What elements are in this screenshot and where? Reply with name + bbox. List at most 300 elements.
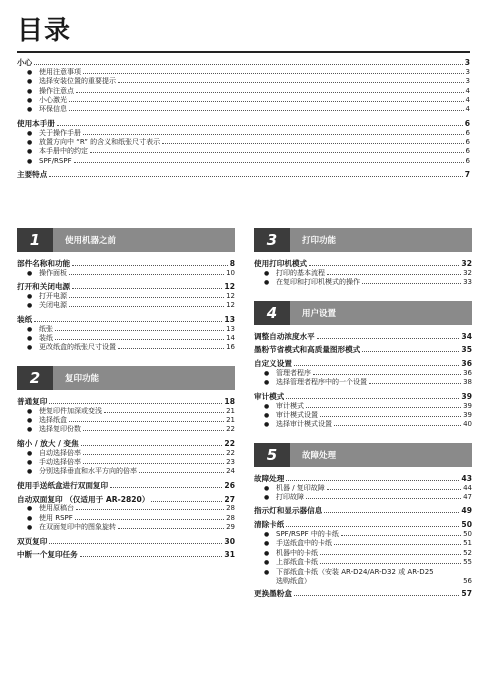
entry-title: 放置方向中 “R” 的含义和纸张尺寸表示	[39, 138, 161, 147]
entry-title: 管理者程序	[276, 369, 311, 377]
dot-leader	[362, 283, 461, 284]
page-number: 21	[226, 416, 235, 425]
entry-title: 使用 RSPF	[39, 513, 73, 522]
bullet-icon: ●	[27, 459, 33, 467]
dot-leader	[110, 487, 222, 488]
toc-entry[interactable]	[17, 397, 235, 407]
chapter-heading	[17, 228, 235, 252]
entry-title: 上部纸盒卡纸	[276, 558, 318, 567]
bullet-icon: ●	[27, 449, 33, 457]
bullet-icon: ●	[27, 524, 33, 532]
entry-title: 纸张	[39, 324, 53, 333]
toc-subentry-continuation	[254, 577, 472, 585]
page-number: 39	[461, 391, 472, 401]
dot-leader	[306, 407, 461, 408]
toc-subentry[interactable]	[254, 269, 472, 278]
toc-subentry[interactable]	[17, 416, 235, 425]
entry-title: 小心激光	[39, 96, 67, 105]
dot-leader	[49, 543, 222, 544]
toc-entry[interactable]	[254, 589, 472, 599]
page-number: 12	[226, 301, 235, 310]
toc-subentry[interactable]	[17, 292, 235, 301]
entry-title: 中断一个复印任务	[17, 550, 78, 560]
bullet-icon: ●	[264, 549, 270, 557]
toc-subentry[interactable]	[254, 558, 472, 567]
dot-leader	[286, 480, 459, 481]
dot-leader	[362, 351, 459, 352]
bullet-icon: ●	[27, 505, 33, 513]
entry-title: 本手册中的约定	[39, 147, 88, 156]
entry-title: 在双面复印中的图象旋转	[39, 523, 116, 532]
toc-left-column	[17, 228, 235, 573]
page-number: 35	[461, 345, 472, 355]
page-number: 16	[226, 343, 235, 352]
toc-subentry[interactable]	[17, 523, 235, 532]
bullet-icon: ●	[27, 87, 33, 95]
toc-entry[interactable]	[17, 259, 235, 269]
toc-subentry[interactable]	[254, 539, 472, 548]
dot-leader	[69, 110, 464, 111]
bullet-icon: ●	[27, 302, 33, 310]
toc-entry[interactable]	[17, 537, 235, 547]
bullet-icon: ●	[264, 402, 270, 410]
chapter-heading	[254, 228, 472, 252]
page-number: 44	[463, 483, 472, 492]
entry-title: 装纸	[39, 334, 53, 343]
page-number: 22	[226, 425, 235, 434]
toc-subentry[interactable]	[17, 105, 470, 114]
bullet-icon: ●	[27, 293, 33, 300]
chapter-number: 2	[17, 366, 53, 390]
toc-subentry[interactable]	[17, 467, 235, 476]
dot-leader	[309, 265, 459, 266]
toc-subentry[interactable]	[254, 378, 472, 387]
toc-subentry[interactable]	[254, 369, 472, 378]
toc-subentry[interactable]	[17, 425, 235, 434]
entry-title: 故障处理	[254, 473, 285, 483]
toc-subentry[interactable]	[17, 449, 235, 458]
spacer	[254, 434, 472, 443]
entry-title: 手动选择倍率	[39, 458, 81, 467]
toc-entry[interactable]	[254, 332, 472, 342]
entry-title: 机器中的卡纸	[276, 548, 318, 557]
entry-title: 选择管理者程序中的一个设置	[276, 378, 367, 387]
entry-title: 更换墨粉盒	[254, 589, 292, 599]
toc-front-matter	[17, 58, 470, 184]
page-number: 4	[465, 86, 470, 95]
toc-subentry[interactable]	[17, 334, 235, 343]
bullet-icon: ●	[27, 426, 33, 434]
entry-title: 自动选择倍率	[39, 448, 81, 457]
page-number: 32	[461, 259, 472, 268]
dot-leader	[294, 595, 459, 596]
page-number: 34	[461, 331, 472, 341]
toc-entry[interactable]	[254, 345, 472, 355]
entry-title: 审计模式	[254, 391, 285, 401]
toc-subentry[interactable]	[17, 147, 470, 156]
toc-subentry[interactable]	[17, 514, 235, 523]
toc-subentry[interactable]	[254, 530, 472, 539]
page-number: 57	[461, 589, 472, 599]
dot-leader	[75, 519, 224, 520]
bullet-icon: ●	[27, 106, 33, 114]
toc-entry[interactable]	[17, 119, 470, 129]
page-number: 3	[464, 58, 470, 67]
entry-title: 部件名称和功能	[17, 259, 71, 268]
dot-leader	[327, 274, 461, 275]
page-number: 52	[463, 548, 472, 557]
chapter-heading	[17, 366, 235, 390]
toc-entry[interactable]	[17, 170, 470, 180]
bullet-icon: ●	[27, 335, 33, 343]
entry-title: SPF/RSPF 中的卡纸	[276, 530, 339, 539]
page-number: 50	[463, 530, 472, 539]
page-number: 33	[463, 278, 472, 287]
toc-subentry[interactable]	[254, 568, 472, 577]
entry-title: 使用注意事项	[39, 67, 81, 76]
entry-title: 墨粉节省模式和高质量图形模式	[254, 345, 361, 355]
spacer	[254, 292, 472, 301]
entry-title: 选择复印份数	[39, 425, 81, 434]
toc-subentry[interactable]	[17, 458, 235, 467]
entry-title: 小心	[17, 58, 33, 67]
toc-entry[interactable]	[17, 550, 235, 560]
entry-title: 缩小 / 放大 / 变焦	[17, 438, 79, 448]
entry-title: 使用手送纸盒进行双面复印	[17, 480, 109, 490]
dot-leader	[139, 472, 224, 473]
bullet-icon: ●	[27, 97, 33, 105]
page-number: 47	[463, 493, 472, 502]
toc-subentry[interactable]	[17, 96, 470, 105]
dot-leader	[80, 556, 223, 557]
toc-subentry[interactable]	[17, 301, 235, 310]
dot-leader	[76, 92, 464, 93]
page-number: 12	[224, 282, 235, 292]
page-number: 36	[461, 359, 472, 369]
entry-title: 双页复印	[17, 536, 48, 546]
page-number: 51	[463, 539, 472, 548]
dot-leader	[104, 412, 224, 413]
entry-title: 机器 / 复印故障	[276, 483, 325, 492]
page-number: 32	[463, 268, 472, 277]
bullet-icon: ●	[264, 379, 270, 387]
page-number: 29	[226, 523, 235, 532]
bullet-icon: ●	[27, 129, 33, 137]
page-number: 27	[224, 494, 235, 504]
chapter-title: 复印功能	[65, 373, 100, 384]
page-number: 3	[465, 77, 470, 86]
entry-title: 选择纸盒	[39, 416, 67, 425]
dot-leader	[83, 454, 224, 455]
toc-subentry[interactable]	[17, 129, 470, 138]
dot-leader	[313, 374, 461, 375]
dot-leader	[334, 425, 461, 426]
dot-leader	[69, 297, 224, 298]
page-number: 39	[463, 401, 472, 410]
page-number: 43	[461, 473, 472, 483]
page-number: 22	[226, 448, 235, 457]
bullet-icon: ●	[264, 568, 270, 576]
toc-subentry[interactable]	[17, 68, 470, 77]
page-number: 12	[226, 292, 235, 300]
dot-leader	[76, 509, 224, 510]
dot-leader	[83, 430, 224, 431]
dot-leader	[294, 365, 459, 366]
dot-leader	[118, 528, 224, 529]
bullet-icon: ●	[27, 139, 33, 147]
page-number: 40	[463, 420, 472, 429]
page-number: 49	[461, 506, 472, 516]
bullet-icon: ●	[27, 468, 33, 476]
dot-leader	[55, 339, 224, 340]
chapter-number: 1	[17, 228, 53, 252]
bullet-icon: ●	[27, 514, 33, 522]
page-number: 3	[465, 67, 470, 76]
page-number: 36	[463, 369, 472, 377]
chapter-number: 5	[254, 443, 290, 467]
dot-leader	[306, 498, 461, 499]
toc-entry[interactable]	[254, 474, 472, 484]
toc-entry[interactable]	[17, 439, 235, 449]
toc-subentry[interactable]	[254, 484, 472, 493]
bullet-icon: ●	[27, 78, 33, 86]
page-number: 28	[226, 513, 235, 522]
page-number: 18	[224, 396, 235, 406]
dot-leader	[72, 265, 228, 266]
toc-subentry[interactable]	[17, 138, 470, 147]
entry-title: 打印的基本流程	[276, 268, 325, 277]
page-number: 7	[464, 170, 470, 180]
bullet-icon: ●	[264, 370, 270, 377]
dot-leader	[74, 162, 464, 163]
toc-entry[interactable]	[17, 282, 235, 292]
dot-leader	[69, 421, 224, 422]
bullet-icon: ●	[27, 68, 33, 76]
toc-subentry[interactable]	[17, 343, 235, 352]
dot-leader	[162, 143, 463, 144]
bullet-icon: ●	[264, 494, 270, 502]
page-number: 6	[465, 156, 470, 165]
toc-subentry[interactable]	[17, 504, 235, 513]
toc-subentry[interactable]	[17, 157, 470, 166]
dot-leader	[81, 445, 223, 446]
title-divider	[17, 51, 470, 53]
bullet-icon: ●	[264, 559, 270, 567]
entry-title: 选择审计模式设置	[276, 420, 332, 429]
dot-leader	[118, 82, 464, 83]
toc-subentry[interactable]	[254, 278, 472, 287]
page-number: 6	[465, 147, 470, 156]
entry-title: 审计模式设置	[276, 411, 318, 420]
page-number: 13	[226, 324, 235, 333]
dot-leader	[49, 403, 222, 404]
page-number: 6	[464, 118, 470, 128]
page-number: 21	[226, 406, 235, 415]
toc-entry[interactable]	[17, 481, 235, 491]
page-number: 31	[224, 550, 235, 560]
page-number: 6	[465, 128, 470, 137]
page-number: 23	[226, 458, 235, 467]
page-number: 13	[224, 314, 235, 324]
dot-leader	[55, 330, 224, 331]
dot-leader	[320, 416, 461, 417]
dot-leader	[57, 125, 463, 126]
page-number: 39	[463, 411, 472, 420]
bullet-icon: ●	[264, 531, 270, 539]
page-number: 26	[224, 480, 235, 490]
entry-title: 使用原稿台	[39, 504, 74, 513]
page-number: 8	[229, 259, 235, 268]
page-number: 14	[226, 334, 235, 343]
entry-title: 自动双面复印 （仅适用于 AR-2820）	[17, 494, 150, 504]
dot-leader	[72, 288, 222, 289]
entry-title: SPF/RSPF	[39, 156, 72, 165]
dot-leader	[341, 535, 461, 536]
bullet-icon: ●	[264, 484, 270, 492]
entry-title: 打开和关闭电源	[17, 282, 71, 292]
dot-leader	[90, 152, 464, 153]
entry-title: 自定义设置	[254, 359, 292, 369]
toc-subentry[interactable]	[17, 407, 235, 416]
toc-subentry[interactable]	[17, 87, 470, 96]
dot-leader	[69, 274, 224, 275]
dot-leader	[34, 321, 222, 322]
entry-title: 选择安装位置的重要提示	[39, 77, 116, 86]
spacer	[17, 357, 235, 366]
spacer	[17, 564, 235, 573]
entry-title: 分别选择垂直和水平方向的倍率	[39, 467, 137, 476]
chapter-title: 打印功能	[302, 236, 337, 246]
bullet-icon: ●	[264, 412, 270, 420]
dot-leader	[49, 176, 462, 177]
dot-leader	[34, 64, 463, 65]
chapter-number: 4	[254, 301, 290, 325]
chapter-title: 使用机器之前	[65, 236, 117, 246]
entry-title: 操作注意点	[39, 86, 74, 95]
entry-title: 操作面板	[39, 268, 67, 277]
page-number: 28	[226, 504, 235, 513]
dot-leader	[334, 544, 461, 545]
entry-title: 清除卡纸	[254, 520, 285, 530]
bullet-icon: ●	[264, 269, 270, 277]
page-number: 24	[226, 467, 235, 476]
bullet-icon: ●	[264, 279, 270, 287]
dot-leader	[69, 306, 224, 307]
dot-leader	[320, 554, 461, 555]
bullet-icon: ●	[27, 417, 33, 425]
chapter-title: 用户设置	[302, 308, 337, 319]
toc-entry[interactable]	[254, 259, 472, 269]
dot-leader	[320, 563, 461, 564]
toc-entry[interactable]	[17, 58, 470, 68]
dot-leader	[83, 134, 464, 135]
dot-leader	[324, 512, 459, 513]
entry-title: 使用本手册	[17, 118, 55, 128]
entry-title: 装纸	[17, 314, 33, 324]
entry-title: 在复印和打印机模式的操作	[276, 278, 360, 287]
dot-leader	[327, 489, 461, 490]
entry-title: 下部纸盒卡纸（安装 AR-D24/AR-D32 或 AR-D25	[276, 567, 434, 576]
dot-leader	[151, 501, 222, 502]
bullet-icon: ●	[27, 269, 33, 277]
bullet-icon: ●	[27, 325, 33, 333]
dot-leader	[286, 526, 459, 527]
dot-leader	[69, 101, 464, 102]
entry-title: 指示灯和显示器信息	[254, 506, 323, 516]
entry-title: 环保信息	[39, 105, 67, 114]
toc-subentry[interactable]	[254, 420, 472, 429]
bullet-icon: ●	[27, 157, 33, 165]
toc-entry[interactable]	[17, 315, 235, 325]
toc-subentry[interactable]	[254, 411, 472, 420]
entry-title: 选购纸盒）	[276, 577, 311, 586]
bullet-icon: ●	[27, 407, 33, 415]
toc-subentry[interactable]	[17, 269, 235, 278]
entry-title: 审计模式	[276, 401, 304, 410]
toc-right-column	[254, 228, 472, 612]
bullet-icon: ●	[264, 421, 270, 429]
dot-leader	[118, 348, 224, 349]
bullet-icon: ●	[27, 344, 33, 352]
page-number: 30	[224, 536, 235, 546]
page-number: 4	[465, 105, 470, 114]
entry-title: 打印故障	[276, 493, 304, 502]
toc-subentry[interactable]	[17, 325, 235, 334]
toc-entry[interactable]	[17, 495, 235, 505]
toc-subentry[interactable]	[17, 77, 470, 86]
dot-leader	[83, 463, 224, 464]
entry-title: 关于操作手册	[39, 128, 81, 137]
entry-title: 主要特点	[17, 170, 48, 180]
page-number: 4	[465, 96, 470, 105]
entry-title: 更改纸盒的纸张尺寸设置	[39, 343, 116, 352]
dot-leader	[317, 338, 460, 339]
entry-title: 手送纸盒中的卡纸	[276, 539, 332, 548]
toc-subentry[interactable]	[254, 549, 472, 558]
toc-subentry[interactable]	[254, 493, 472, 502]
page-number: 50	[461, 520, 472, 530]
toc-entry[interactable]	[254, 520, 472, 530]
entry-title: 普通复印	[17, 396, 48, 406]
page-number: 38	[463, 378, 472, 387]
entry-title: 调整自动浓度水平	[254, 331, 315, 341]
dot-leader	[286, 398, 459, 399]
chapter-title: 故障处理	[302, 450, 337, 461]
page-number: 22	[224, 438, 235, 448]
entry-title: 打开电源	[39, 292, 67, 300]
entry-title: 关闭电源	[39, 301, 67, 310]
spacer	[17, 180, 470, 184]
toc-entry[interactable]	[254, 392, 472, 402]
page-number: 55	[463, 558, 472, 567]
page-title: 目录	[17, 16, 72, 46]
page-number: 6	[465, 138, 470, 147]
entry-title: 使复印件加深或变浅	[39, 406, 102, 415]
toc-entry[interactable]	[254, 359, 472, 369]
entry-title: 使用打印机模式	[254, 259, 308, 268]
chapter-number: 3	[254, 228, 290, 252]
dot-leader	[369, 383, 461, 384]
toc-entry[interactable]	[254, 506, 472, 516]
page-number: 56	[463, 577, 472, 586]
chapter-heading	[254, 301, 472, 325]
chapter-heading	[254, 443, 472, 467]
toc-subentry[interactable]	[254, 402, 472, 411]
spacer	[254, 603, 472, 612]
page-number: 10	[226, 268, 235, 277]
dot-leader	[83, 73, 464, 74]
bullet-icon: ●	[264, 540, 270, 548]
